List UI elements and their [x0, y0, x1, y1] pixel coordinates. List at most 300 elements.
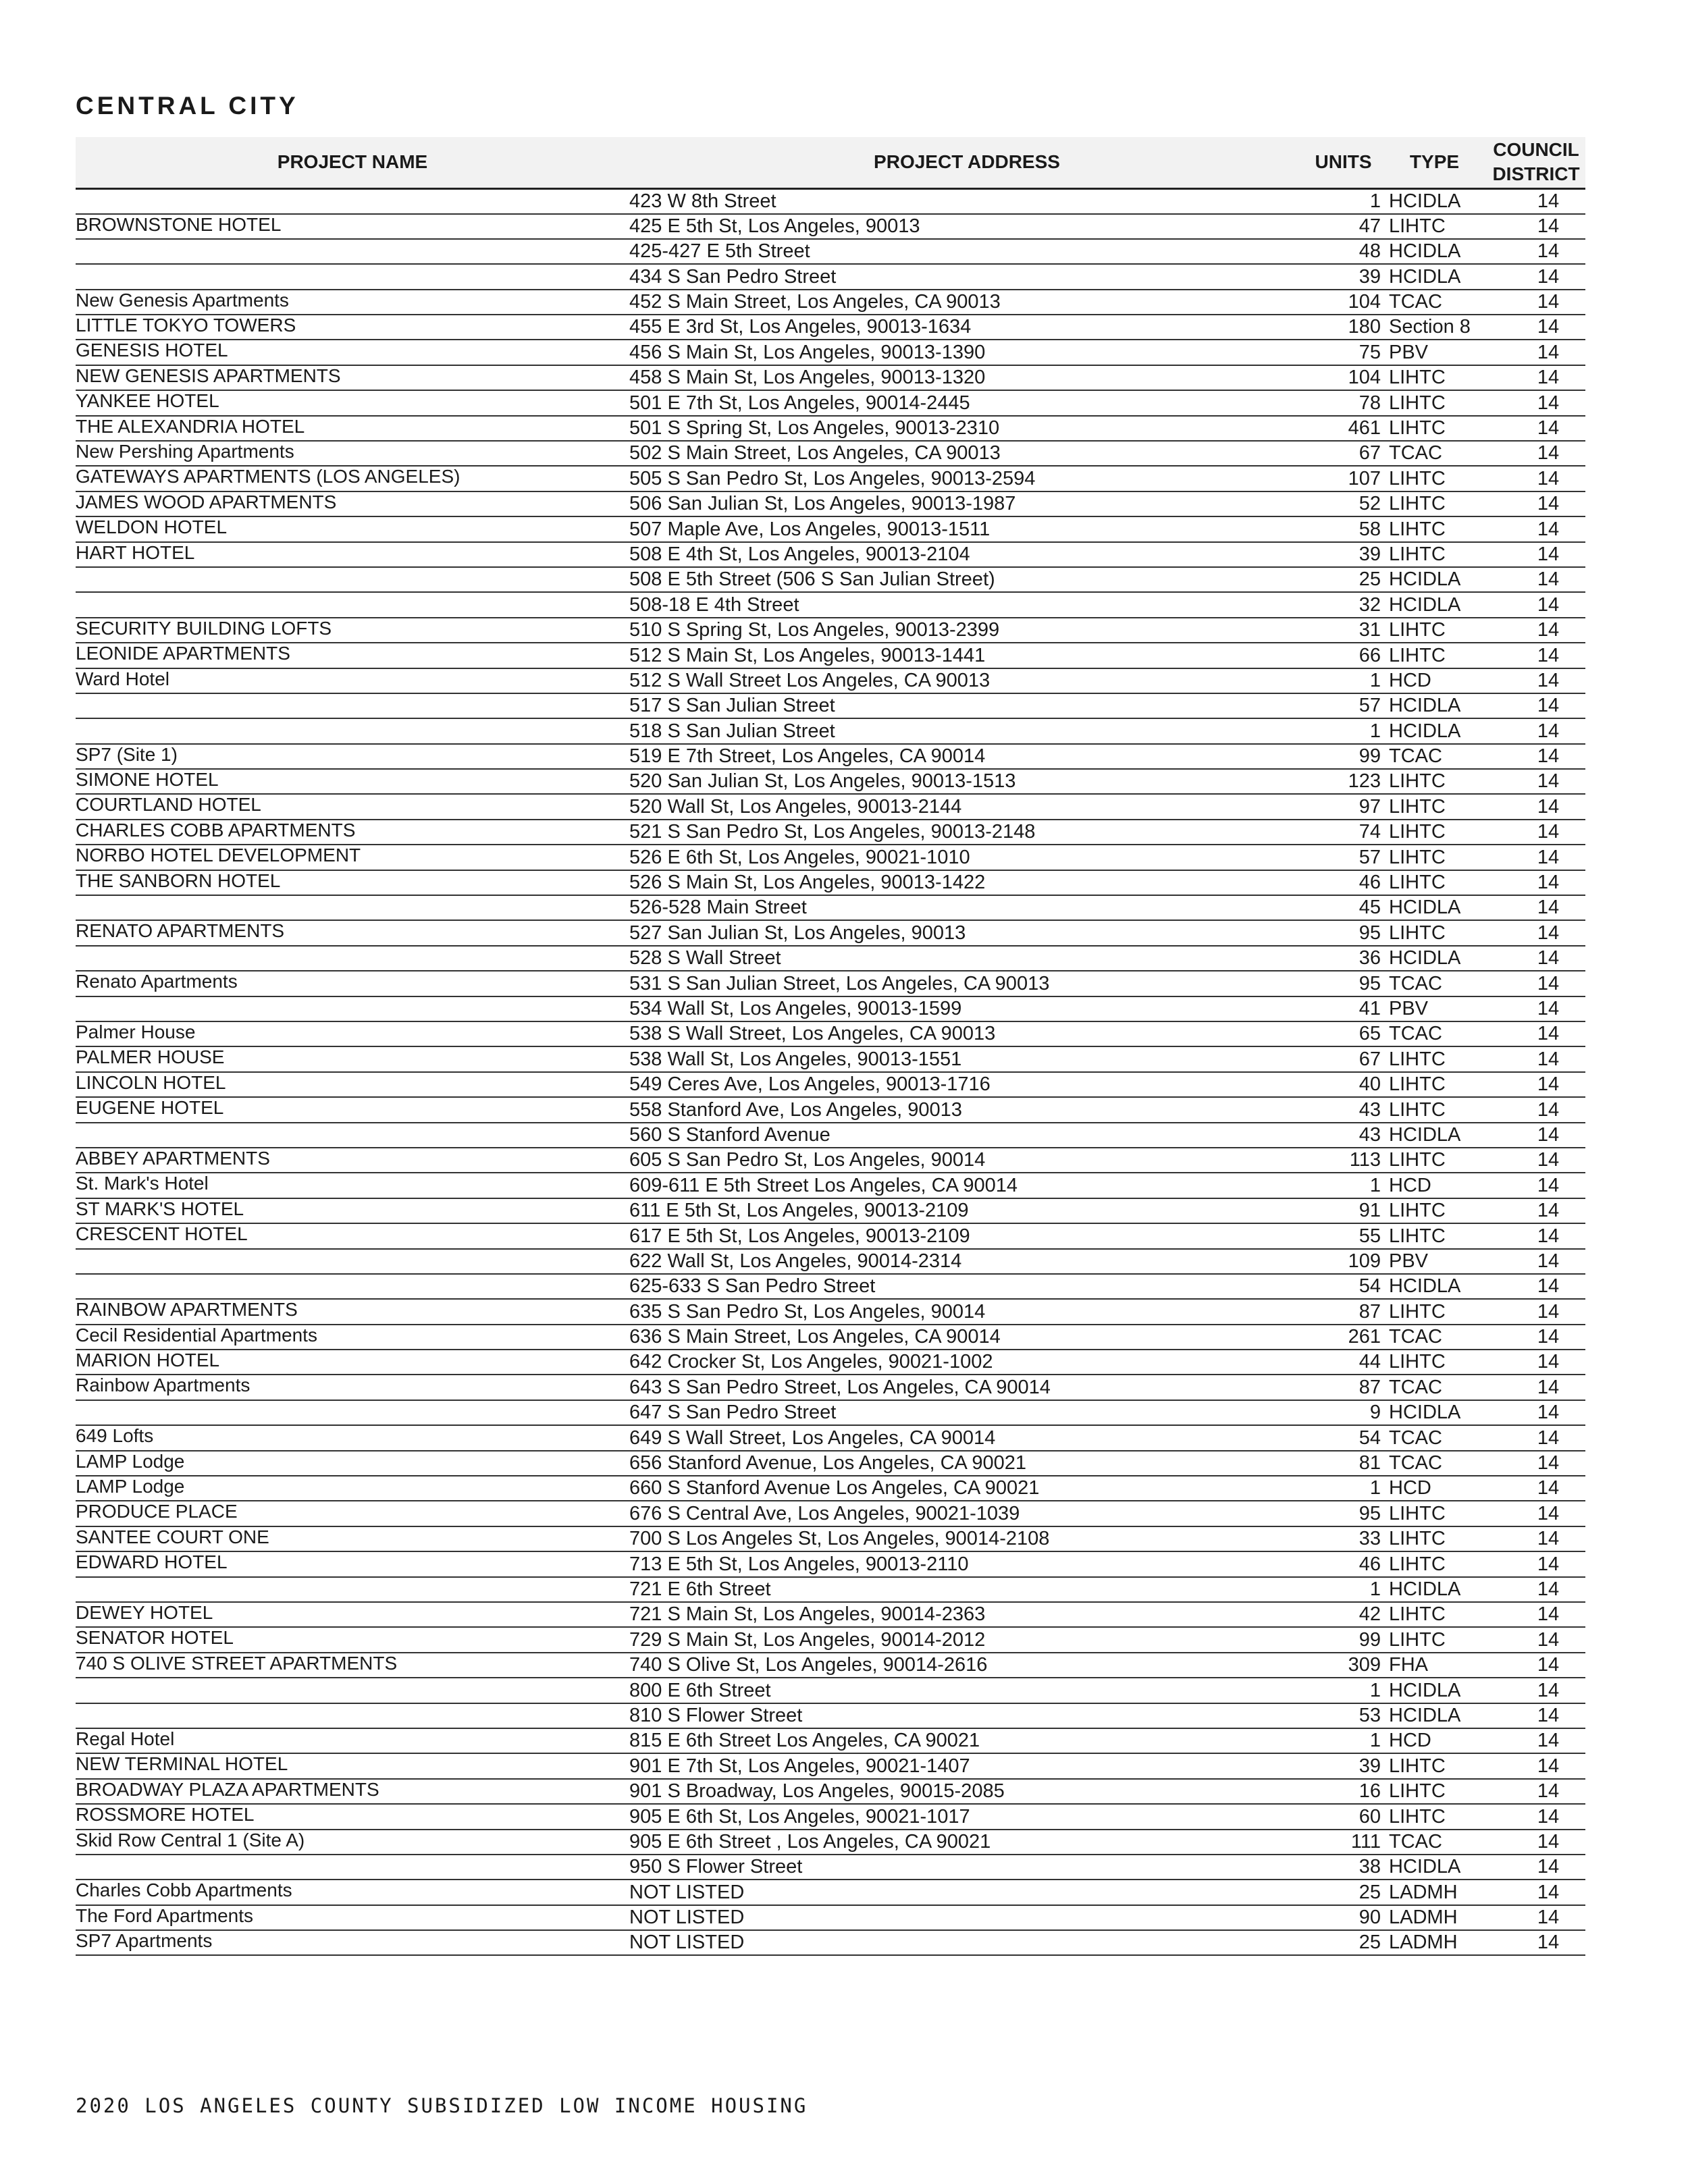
table-row [76, 668, 1585, 693]
council-district-cell: 14 [1537, 1502, 1560, 1524]
table-row [76, 1148, 1585, 1173]
type-cell: LIHTC [1389, 1603, 1446, 1626]
table-body [76, 188, 1585, 1955]
type-cell: LIHTC [1389, 1300, 1446, 1323]
project-name-cell: LEONIDE APARTMENTS [76, 643, 290, 664]
units-cell: 97 [1359, 795, 1381, 818]
council-district-cell: 14 [1537, 745, 1560, 768]
project-name-cell: The Ford Apartments [76, 1905, 254, 1926]
project-address-cell: 625-633 S San Pedro Street [629, 1275, 876, 1298]
units-cell: 40 [1359, 1073, 1381, 1096]
project-address-cell: 740 S Olive St, Los Angeles, 90014-2616 [629, 1654, 988, 1676]
council-district-cell: 14 [1537, 1275, 1560, 1298]
council-district-cell: 14 [1537, 417, 1560, 440]
project-address-cell: 434 S San Pedro Street [629, 265, 837, 288]
council-district-cell: 14 [1537, 392, 1560, 414]
units-cell: 43 [1359, 1123, 1381, 1146]
units-cell: 67 [1359, 1048, 1381, 1070]
project-name-cell [76, 1703, 629, 1728]
type-cell: LIHTC [1389, 644, 1446, 666]
council-district-cell: 14 [1537, 467, 1560, 489]
table-row [76, 1602, 1585, 1627]
project-name-cell: ROSSMORE HOTEL [76, 1804, 255, 1826]
council-district-cell: 14 [1537, 543, 1560, 565]
council-district-cell: 14 [1537, 1452, 1560, 1474]
column-header-project-name: PROJECT NAME [76, 137, 629, 188]
council-district-cell: 14 [1537, 493, 1560, 515]
table-row [76, 971, 1585, 996]
type-cell: LIHTC [1389, 1780, 1446, 1803]
type-cell: Section 8 [1389, 316, 1471, 338]
council-district-cell: 14 [1537, 922, 1560, 944]
project-name-cell: YANKEE HOTEL [76, 390, 219, 412]
project-name-cell: BROADWAY PLAZA APARTMENTS [76, 1778, 379, 1800]
project-name-cell: MARION HOTEL [76, 1350, 220, 1371]
project-name-cell: LITTLE TOKYO TOWERS [76, 315, 296, 336]
table-row [76, 1476, 1585, 1501]
units-cell: 99 [1359, 745, 1381, 768]
project-address-cell: 521 S San Pedro St, Los Angeles, 90013-2148 [629, 821, 1036, 843]
project-name-cell: Charles Cobb Apartments [76, 1880, 292, 1901]
units-cell: 113 [1349, 1149, 1381, 1171]
project-name-cell: NEW TERMINAL HOTEL [76, 1753, 288, 1775]
table-row [76, 1830, 1585, 1855]
units-cell: 1 [1369, 1730, 1381, 1752]
units-cell: 461 [1348, 417, 1381, 440]
units-cell: 74 [1359, 821, 1381, 843]
table-row [76, 794, 1585, 819]
project-address-cell: 512 S Wall Street Los Angeles, CA 90013 [629, 669, 991, 691]
project-name-cell: Renato Apartments [76, 971, 238, 992]
units-cell: 57 [1359, 846, 1381, 868]
council-district-cell: 14 [1537, 291, 1560, 313]
units-cell: 1 [1369, 1578, 1381, 1600]
table-row [76, 1855, 1585, 1880]
project-name-cell: SENATOR HOTEL [76, 1627, 234, 1649]
project-address-cell: 508 E 4th St, Los Angeles, 90013-2104 [629, 543, 970, 565]
project-address-cell: 425 E 5th St, Los Angeles, 90013 [629, 215, 920, 237]
project-name-cell [76, 946, 629, 971]
table-row [76, 466, 1585, 491]
type-cell: FHA [1389, 1654, 1428, 1676]
project-address-cell: 455 E 3rd St, Los Angeles, 90013-1634 [629, 316, 972, 338]
project-name-cell: Cecil Residential Apartments [76, 1324, 317, 1346]
council-district-cell: 14 [1537, 1730, 1560, 1752]
council-district-cell: 14 [1537, 695, 1560, 717]
council-district-cell: 14 [1537, 872, 1560, 894]
type-cell: TCAC [1389, 1376, 1442, 1398]
council-district-cell: 14 [1537, 1628, 1560, 1651]
units-cell: 47 [1359, 215, 1381, 237]
table-row [76, 744, 1585, 769]
project-name-cell: GATEWAYS APARTMENTS (LOS ANGELES) [76, 466, 460, 487]
project-name-cell [76, 567, 629, 592]
project-address-cell: 549 Ceres Ave, Los Angeles, 90013-1716 [629, 1073, 991, 1096]
units-cell: 95 [1359, 972, 1381, 994]
council-district-cell: 14 [1537, 947, 1560, 969]
project-address-cell: 526-528 Main Street [629, 897, 807, 919]
table-row [76, 592, 1585, 617]
project-address-cell: 649 S Wall Street, Los Angeles, CA 90014 [629, 1427, 996, 1449]
type-cell: LIHTC [1389, 1755, 1446, 1777]
project-address-cell: 538 Wall St, Los Angeles, 90013-1551 [629, 1048, 962, 1070]
council-district-cell: 14 [1537, 215, 1560, 237]
table-row [76, 1577, 1585, 1602]
project-name-cell: RENATO APARTMENTS [76, 920, 285, 942]
type-cell: LIHTC [1389, 467, 1446, 489]
units-cell: 1 [1369, 669, 1381, 691]
type-cell: LIHTC [1389, 518, 1446, 540]
council-district-cell: 14 [1537, 265, 1560, 288]
units-cell: 46 [1359, 1553, 1381, 1575]
units-cell: 66 [1359, 644, 1381, 666]
table-row [76, 1779, 1585, 1804]
type-cell: LADMH [1389, 1932, 1458, 1954]
type-cell: LIHTC [1389, 1502, 1446, 1524]
table-row [76, 1046, 1585, 1071]
project-name-cell [76, 1274, 629, 1299]
type-cell: LIHTC [1389, 417, 1446, 440]
table-row [76, 315, 1585, 340]
table-row [76, 1880, 1585, 1905]
project-address-cell: 425-427 E 5th Street [629, 240, 810, 263]
council-district-cell: 14 [1537, 1553, 1560, 1575]
table-row [76, 946, 1585, 971]
council-district-cell: 14 [1537, 1856, 1560, 1878]
project-name-cell [76, 718, 629, 743]
units-cell: 109 [1348, 1250, 1381, 1272]
council-district-cell: 14 [1537, 846, 1560, 868]
project-name-cell [76, 693, 629, 718]
type-cell: LIHTC [1389, 215, 1446, 237]
project-address-cell: 458 S Main St, Los Angeles, 90013-1320 [629, 367, 986, 389]
units-cell: 25 [1359, 1932, 1381, 1954]
table-row [76, 1526, 1585, 1551]
project-name-cell [76, 188, 629, 214]
council-district-cell: 14 [1537, 821, 1560, 843]
table-row [76, 239, 1585, 264]
project-address-cell: 700 S Los Angeles St, Los Angeles, 90014-2108 [629, 1528, 1050, 1550]
table-row [76, 769, 1585, 794]
project-name-cell: COURTLAND HOTEL [76, 794, 261, 816]
table-row [76, 390, 1585, 415]
type-cell: TCAC [1389, 442, 1442, 464]
project-address-cell: 528 S Wall Street [629, 947, 781, 969]
column-header-units: UNITS [1304, 137, 1382, 188]
table-row [76, 1173, 1585, 1198]
table-row [76, 920, 1585, 945]
type-cell: LIHTC [1389, 543, 1446, 565]
type-cell: LIHTC [1389, 922, 1446, 944]
units-cell: 42 [1359, 1603, 1381, 1626]
table-row [76, 693, 1585, 718]
project-address-cell: 517 S San Julian Street [629, 695, 835, 717]
project-address-cell: 656 Stanford Avenue, Los Angeles, CA 90021 [629, 1452, 1026, 1474]
table-row [76, 1905, 1585, 1930]
project-address-cell: 611 E 5th St, Los Angeles, 90013-2109 [629, 1200, 969, 1222]
project-address-cell: 526 S Main St, Los Angeles, 90013-1422 [629, 872, 986, 894]
project-address-cell: 636 S Main Street, Los Angeles, CA 90014 [629, 1326, 1001, 1348]
project-address-cell: 423 W 8th Street [629, 190, 776, 212]
council-district-cell: 14 [1537, 795, 1560, 818]
type-cell: TCAC [1389, 745, 1442, 768]
council-district-cell: 14 [1537, 240, 1560, 263]
project-address-cell: 609-611 E 5th Street Los Angeles, CA 90014 [629, 1174, 1018, 1196]
units-cell: 39 [1359, 265, 1381, 288]
units-cell: 41 [1359, 998, 1381, 1019]
project-address-cell: 721 S Main St, Los Angeles, 90014-2363 [629, 1603, 986, 1626]
table-row [76, 618, 1585, 643]
council-district-cell: 14 [1537, 442, 1560, 464]
project-name-cell: SP7 (Site 1) [76, 743, 178, 765]
section-title: CENTRAL CITY [76, 92, 299, 119]
type-cell: TCAC [1389, 291, 1442, 313]
units-cell: 60 [1359, 1805, 1381, 1828]
units-cell: 67 [1359, 442, 1381, 464]
type-cell: LIHTC [1389, 1528, 1446, 1550]
project-name-cell: HART HOTEL [76, 541, 195, 563]
project-address-cell: 538 S Wall Street, Los Angeles, CA 90013 [629, 1023, 996, 1045]
project-address-cell: 512 S Main St, Los Angeles, 90013-1441 [629, 644, 986, 666]
project-address-cell: 660 S Stanford Avenue Los Angeles, CA 90021 [629, 1477, 1040, 1499]
units-cell: 107 [1348, 467, 1381, 489]
units-cell: 58 [1359, 518, 1381, 540]
project-address-cell: 507 Maple Ave, Los Angeles, 90013-1511 [629, 518, 991, 540]
council-district-cell: 14 [1537, 1300, 1560, 1323]
table-row [76, 1678, 1585, 1703]
type-cell: HCIDLA [1389, 190, 1461, 212]
table-row [76, 1375, 1585, 1400]
council-district-cell: 14 [1537, 1123, 1560, 1146]
project-name-cell: EUGENE HOTEL [76, 1097, 224, 1119]
table-row [76, 1274, 1585, 1299]
type-cell: HCIDLA [1389, 593, 1461, 616]
council-district-cell: 14 [1537, 593, 1560, 616]
project-name-cell: ST MARK'S HOTEL [76, 1198, 244, 1219]
type-cell: HCD [1389, 1730, 1431, 1752]
council-district-cell: 14 [1537, 1048, 1560, 1070]
project-name-cell [76, 895, 629, 920]
type-cell: HCIDLA [1389, 1578, 1461, 1600]
project-name-cell [76, 239, 629, 264]
units-cell: 87 [1359, 1376, 1381, 1398]
table-row [76, 1223, 1585, 1248]
project-name-cell [76, 996, 629, 1021]
table-row [76, 1930, 1585, 1955]
type-cell: LIHTC [1389, 493, 1446, 515]
project-address-cell: 508 E 5th Street (506 S San Julian Street) [629, 568, 995, 591]
type-cell: LIHTC [1389, 1553, 1446, 1575]
units-cell: 25 [1359, 1881, 1381, 1903]
project-address-cell: 815 E 6th Street Los Angeles, CA 90021 [629, 1730, 980, 1752]
type-cell: LIHTC [1389, 392, 1446, 414]
project-name-cell [76, 264, 629, 289]
table-row [76, 895, 1585, 920]
project-address-cell: 520 San Julian St, Los Angeles, 90013-1513 [629, 770, 1016, 793]
council-district-cell: 14 [1537, 720, 1560, 742]
council-district-cell: 14 [1537, 1174, 1560, 1196]
units-cell: 48 [1359, 240, 1381, 263]
type-cell: HCIDLA [1389, 720, 1461, 742]
type-cell: PBV [1389, 998, 1429, 1019]
table-row [76, 1299, 1585, 1324]
project-name-cell [76, 592, 629, 617]
type-cell: LIHTC [1389, 795, 1446, 818]
project-name-cell: SECURITY BUILDING LOFTS [76, 617, 332, 639]
units-cell: 261 [1348, 1326, 1381, 1348]
units-cell: 33 [1359, 1528, 1381, 1550]
council-district-cell: 14 [1537, 1149, 1560, 1171]
project-name-cell [76, 1855, 629, 1880]
project-address-cell: 622 Wall St, Los Angeles, 90014-2314 [629, 1250, 962, 1272]
type-cell: HCD [1389, 1477, 1431, 1499]
project-name-cell [76, 1249, 629, 1274]
table-row [76, 491, 1585, 516]
type-cell: LADMH [1389, 1907, 1458, 1929]
units-cell: 25 [1359, 568, 1381, 591]
table-row [76, 845, 1585, 870]
council-district-cell: 14 [1537, 1679, 1560, 1701]
type-cell: LIHTC [1389, 846, 1446, 868]
units-cell: 45 [1359, 897, 1381, 919]
project-name-cell [76, 1400, 629, 1425]
type-cell: LIHTC [1389, 619, 1446, 641]
table-row [76, 1325, 1585, 1350]
table-row [76, 1123, 1585, 1148]
type-cell: LIHTC [1389, 1149, 1446, 1171]
type-cell: HCIDLA [1389, 947, 1461, 969]
council-district-cell: 14 [1537, 1932, 1560, 1954]
table-row [76, 1249, 1585, 1274]
type-cell: LIHTC [1389, 1225, 1446, 1247]
project-address-cell: NOT LISTED [629, 1907, 745, 1929]
project-address-cell: 518 S San Julian Street [629, 720, 835, 742]
units-cell: 39 [1359, 1755, 1381, 1777]
units-cell: 46 [1359, 872, 1381, 894]
units-cell: 44 [1359, 1351, 1381, 1373]
council-district-cell: 14 [1537, 644, 1560, 666]
type-cell: LIHTC [1389, 1805, 1446, 1828]
project-name-cell: 740 S OLIVE STREET APARTMENTS [76, 1652, 398, 1674]
units-cell: 39 [1359, 543, 1381, 565]
type-cell: HCIDLA [1389, 1856, 1461, 1878]
units-cell: 95 [1359, 1502, 1381, 1524]
project-name-cell: RAINBOW APARTMENTS [76, 1299, 298, 1321]
council-district-cell: 14 [1537, 341, 1560, 363]
council-district-cell: 14 [1537, 1603, 1560, 1626]
project-address-cell: 508-18 E 4th Street [629, 593, 799, 616]
project-name-cell [76, 1577, 629, 1602]
type-cell: HCIDLA [1389, 897, 1461, 919]
table-row [76, 718, 1585, 743]
units-cell: 78 [1359, 392, 1381, 414]
table-row [76, 567, 1585, 592]
table-row [76, 1400, 1585, 1425]
project-name-cell: LINCOLN HOTEL [76, 1071, 226, 1093]
table-row [76, 516, 1585, 541]
project-address-cell: 729 S Main St, Los Angeles, 90014-2012 [629, 1628, 986, 1651]
table-row [76, 1451, 1585, 1476]
council-district-cell: 14 [1537, 1376, 1560, 1398]
project-name-cell: 649 Lofts [76, 1425, 154, 1447]
units-cell: 95 [1359, 922, 1381, 944]
units-cell: 31 [1359, 619, 1381, 641]
project-name-cell: GENESIS HOTEL [76, 340, 228, 361]
table-row [76, 1350, 1585, 1375]
table-row [76, 1072, 1585, 1097]
units-cell: 104 [1348, 291, 1381, 313]
project-address-cell: 905 E 6th St, Los Angeles, 90021-1017 [629, 1805, 970, 1828]
council-district-cell: 14 [1537, 190, 1560, 212]
units-cell: 65 [1359, 1023, 1381, 1045]
project-address-cell: 520 Wall St, Los Angeles, 90013-2144 [629, 795, 962, 818]
table-row [76, 1653, 1585, 1678]
council-district-cell: 14 [1537, 998, 1560, 1019]
units-cell: 90 [1359, 1907, 1381, 1929]
project-address-cell: NOT LISTED [629, 1932, 745, 1954]
type-cell: LIHTC [1389, 1200, 1446, 1222]
project-name-cell: JAMES WOOD APARTMENTS [76, 491, 337, 512]
header-row [76, 137, 1585, 188]
project-address-cell: 560 S Stanford Avenue [629, 1123, 830, 1146]
council-district-cell: 14 [1537, 1073, 1560, 1096]
housing-table [76, 137, 1585, 1956]
council-district-cell: 14 [1537, 770, 1560, 793]
type-cell: TCAC [1389, 1830, 1442, 1853]
type-cell: HCIDLA [1389, 240, 1461, 263]
units-cell: 36 [1359, 947, 1381, 969]
project-address-cell: 901 E 7th St, Los Angeles, 90021-1407 [629, 1755, 970, 1777]
project-name-cell: BROWNSTONE HOTEL [76, 213, 282, 235]
council-district-cell: 14 [1537, 1907, 1560, 1929]
project-address-cell: 505 S San Pedro St, Los Angeles, 90013-2594 [629, 467, 1036, 489]
project-address-cell: 456 S Main St, Los Angeles, 90013-1390 [629, 341, 986, 363]
council-district-cell: 14 [1537, 1654, 1560, 1676]
table-row [76, 870, 1585, 895]
table-row [76, 441, 1585, 466]
project-address-cell: 800 E 6th Street [629, 1679, 771, 1701]
council-district-cell: 14 [1537, 1780, 1560, 1803]
type-cell: LIHTC [1389, 1048, 1446, 1070]
project-address-cell: 810 S Flower Street [629, 1704, 803, 1726]
units-cell: 9 [1369, 1402, 1381, 1424]
table-row [76, 416, 1585, 441]
type-cell: LADMH [1389, 1881, 1458, 1903]
project-address-cell: 526 E 6th St, Los Angeles, 90021-1010 [629, 846, 970, 868]
council-district-cell: 14 [1537, 568, 1560, 591]
project-address-cell: 950 S Flower Street [629, 1856, 803, 1878]
table-row [76, 1501, 1585, 1526]
units-cell: 53 [1359, 1704, 1381, 1726]
type-cell: HCD [1389, 669, 1431, 691]
project-name-cell: St. Mark's Hotel [76, 1173, 209, 1194]
units-cell: 75 [1359, 341, 1381, 363]
type-cell: PBV [1389, 341, 1429, 363]
units-cell: 81 [1359, 1452, 1381, 1474]
table-row [76, 1627, 1585, 1652]
units-cell: 16 [1359, 1780, 1381, 1803]
type-cell: HCD [1389, 1174, 1431, 1196]
type-cell: LIHTC [1389, 1628, 1446, 1651]
project-address-cell: 452 S Main Street, Los Angeles, CA 90013 [629, 291, 1001, 313]
project-address-cell: 531 S San Julian Street, Los Angeles, CA 90013 [629, 972, 1050, 994]
type-cell: LIHTC [1389, 821, 1446, 843]
council-district-cell: 14 [1537, 1225, 1560, 1247]
project-address-cell: 501 E 7th St, Los Angeles, 90014-2445 [629, 392, 970, 414]
units-cell: 38 [1359, 1856, 1381, 1878]
type-cell: HCIDLA [1389, 1704, 1461, 1726]
council-district-cell: 14 [1537, 1755, 1560, 1777]
